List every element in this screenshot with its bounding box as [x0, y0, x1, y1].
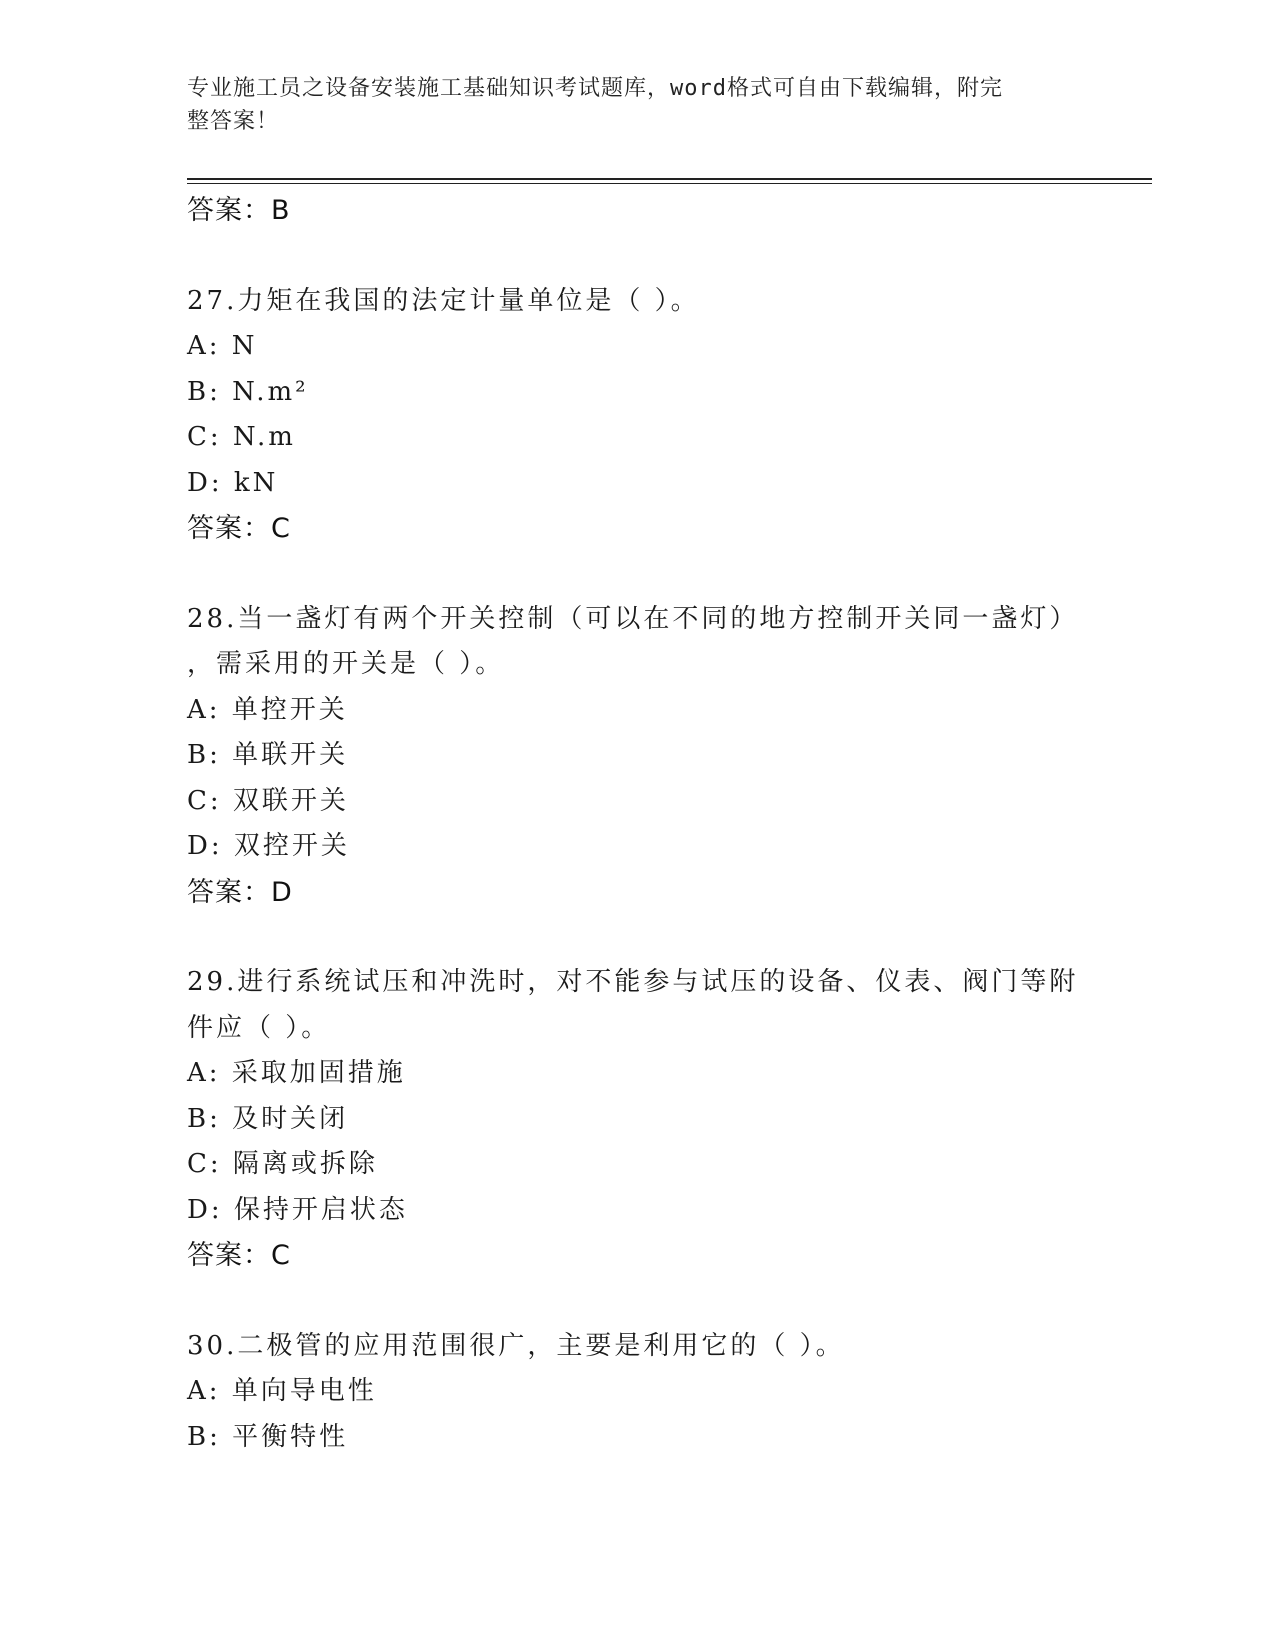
option-c: C: 双联开关: [187, 785, 349, 816]
question-stem: 29.进行系统试压和冲洗时，对不能参与试压的设备、仪表、阀门等附: [187, 967, 1079, 997]
question-stem: 28.当一盏灯有两个开关控制（可以在不同的地方控制开关同一盏灯）: [187, 603, 1079, 634]
question-stem: 30.二极管的应用范围很广，主要是利用它的（ ）。: [187, 1330, 845, 1361]
spacer: [187, 234, 1087, 279]
spacer: [187, 552, 1087, 597]
answer-line: 答案：C: [187, 513, 291, 544]
answer-line: 答案：D: [187, 876, 293, 908]
option-d: D: kN: [187, 467, 279, 498]
question-item: [187, 1324, 1087, 1461]
option-c: C: N.m: [187, 422, 296, 452]
question-list: [187, 188, 1087, 1460]
option-a: A: 单控开关: [187, 694, 348, 725]
option-a: A: 单向导电性: [187, 1376, 377, 1406]
header-divider-thin: [187, 183, 1152, 184]
answer-line: 答案：B: [187, 195, 291, 226]
question-item: [187, 279, 1087, 552]
spacer: [187, 1279, 1087, 1324]
header-line: 整答案！: [187, 109, 280, 134]
option-a: A: 采取加固措施: [187, 1058, 406, 1088]
option-b: B: 平衡特性: [187, 1421, 349, 1452]
option-b: B: N.m²: [187, 376, 309, 407]
header-divider: [187, 178, 1152, 180]
option-a: A: N: [187, 331, 258, 361]
question-stem-continued: 件应（ ）。: [187, 1012, 331, 1043]
option-d: D: 保持开启状态: [187, 1194, 408, 1225]
option-c: C: 隔离或拆除: [187, 1149, 378, 1179]
answer-line: 答案：C: [187, 1240, 291, 1271]
question-item: [187, 960, 1087, 1279]
option-b: B: 及时关闭: [187, 1103, 349, 1134]
page-header: [187, 72, 1067, 138]
option-b: B: 单联开关: [187, 740, 349, 770]
option-d: D: 双控开关: [187, 831, 350, 861]
question-stem-continued: ，需采用的开关是（ ）。: [187, 649, 505, 679]
header-line: 专业施工员之设备安装施工基础知识考试题库，word格式可自由下载编辑，附完: [187, 76, 1003, 101]
question-item: [187, 597, 1087, 916]
question-stem: 27.力矩在我国的法定计量单位是（ ）。: [187, 285, 700, 316]
spacer: [187, 915, 1087, 960]
